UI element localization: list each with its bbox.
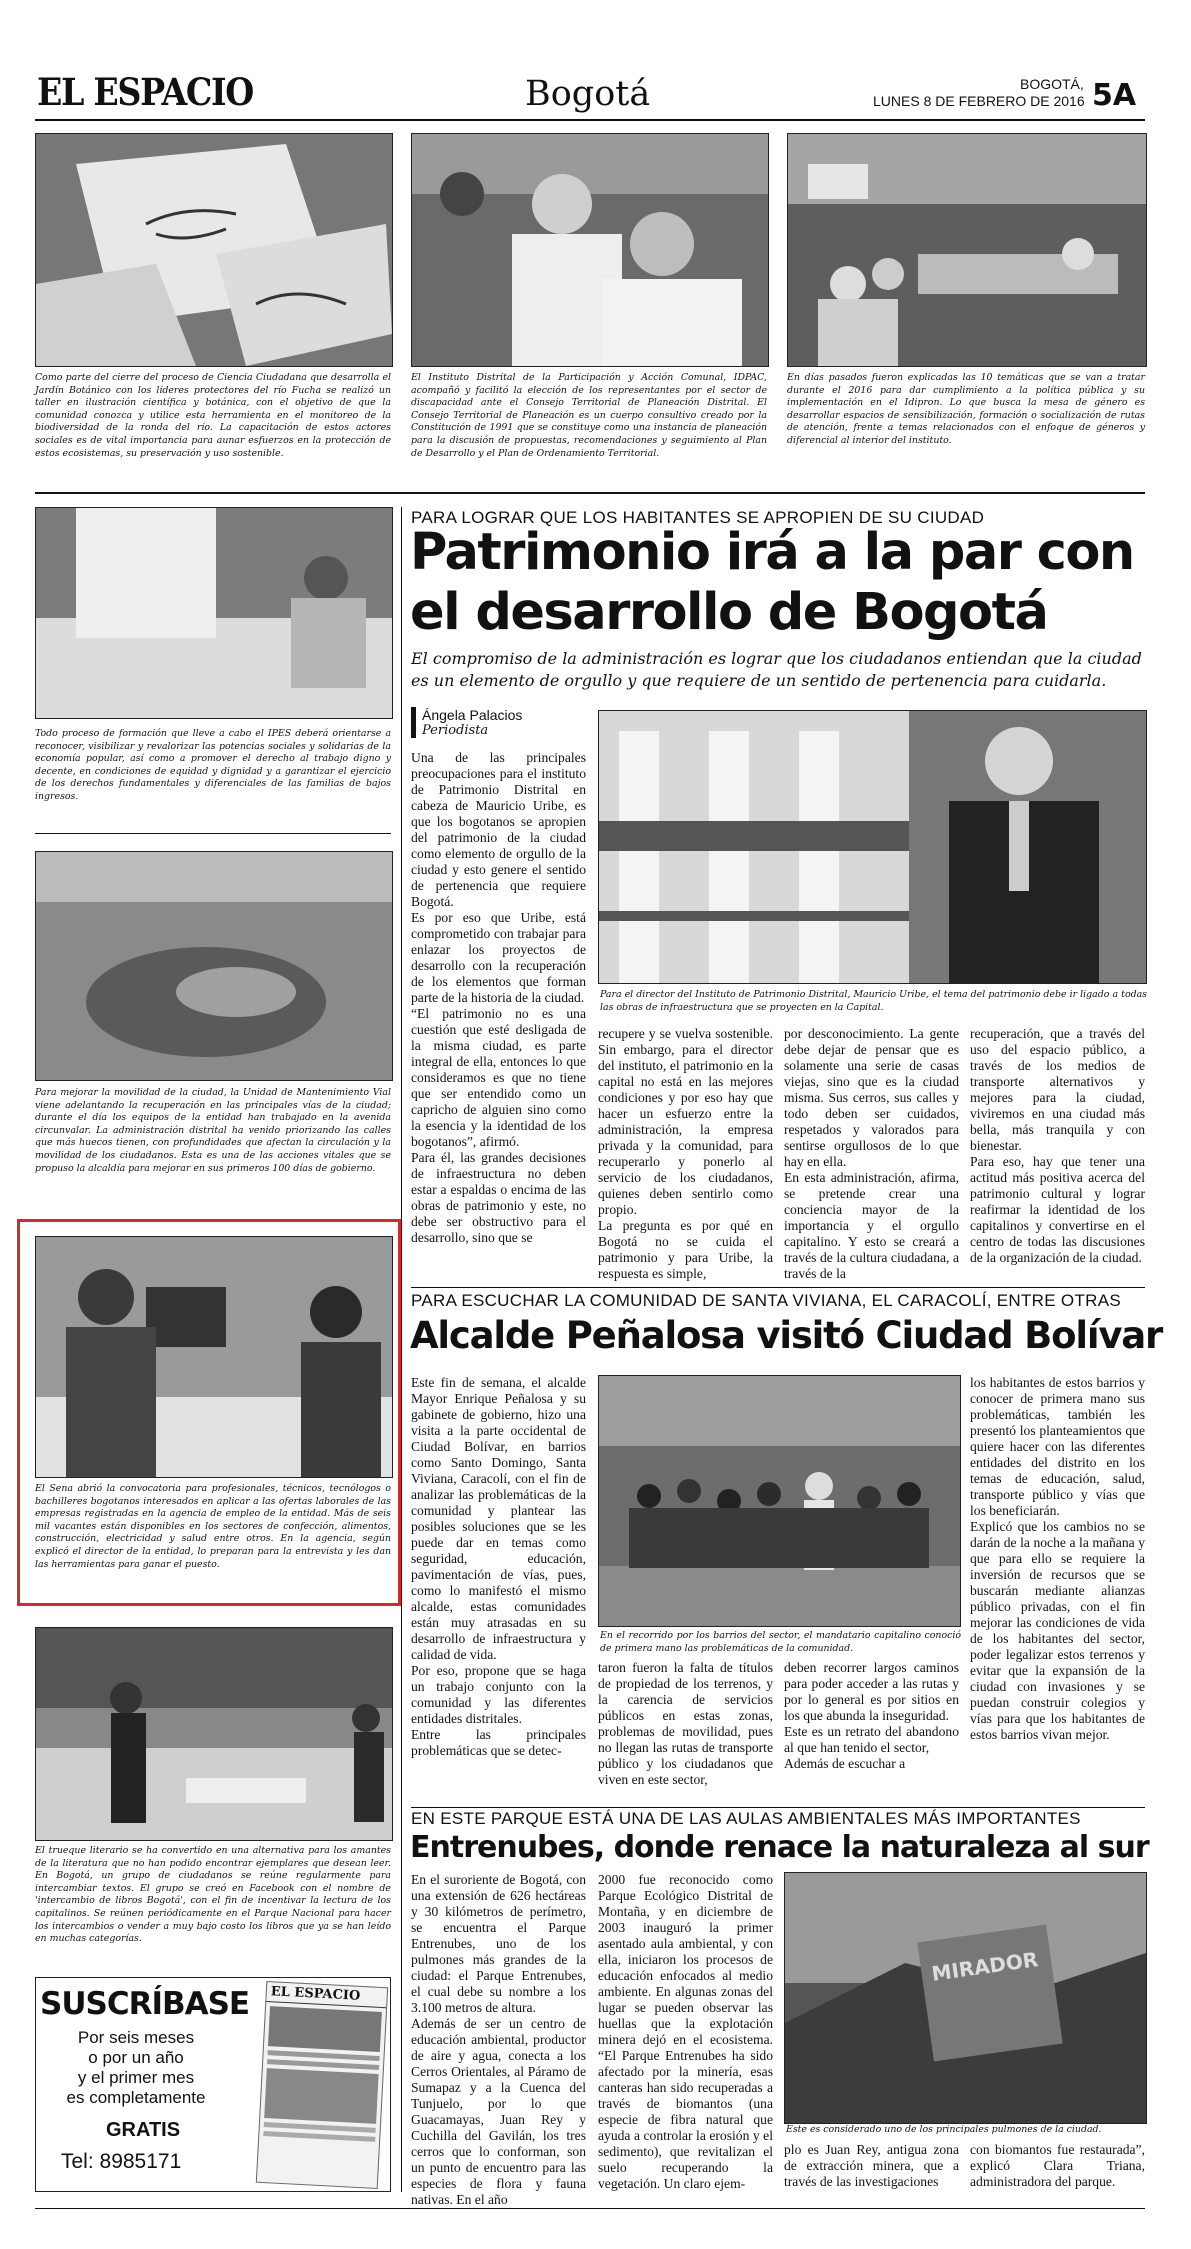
article1-col4 — [970, 1026, 1145, 1284]
caption-idipron: En días pasados fueron explicadas las 10 temáticas que se van a tratar durante el 2016 para dar cumplimiento a la política pública y su implementación en el Idipron. Lo que busca la mesa de género es desarrollar espacios de sensibilización, formación o socialización de rutas de atención, frente a temas relacionados con el enfoque de géneros y diferencial al interior del instituto. — [787, 372, 1145, 446]
paragraph: por desconocimiento. La gente debe dejar de pensar que es solamente una serie de casas viejas, sino que es la ciudad misma. Sus cerros, sus calles y todo deben ser cuidados, respetados y valorados para sentirse orgullosos de lo que hay en ella. — [784, 1026, 959, 1169]
photo-idpac-representatives — [411, 133, 769, 367]
paragraph: Además de escuchar a — [784, 1756, 906, 1771]
article1-col2 — [598, 1026, 773, 1284]
park-sign-text: MIRADOR — [930, 1947, 1040, 1986]
author-name: Ángela Palacios — [422, 707, 523, 723]
subscribe-free: GRATIS — [106, 2119, 181, 2141]
column-divider — [401, 507, 402, 2192]
paragraph: La pregunta es por qué en Bogotá no se cuida el patrimonio y para Uribe, la respuesta es simple, — [598, 1218, 773, 1281]
caption-sena: El Sena abrió la convocatoria para profesionales, técnicos, tecnólogos o bachilleres bogotanos interesados en aplicar a las ofertas laborales de las empresas registradas en la agencia de empleo de la entidad. Más de seis mil vacantes están disponibles en los sectores de confección, alimentos, construcción, electricidad y salud entre otros. En la agencia, según explicó el director de la entidad, lo preparan para la entrevista y les dan las herramientas para ganar el puesto. — [35, 1483, 391, 1570]
paragraph: En esta administración, afirma, se pretende crear una conciencia mayor de la importancia y el orgullo capitalino. Y esto se creará a través de la cultura ciudadana, a través de la — [784, 1170, 959, 1281]
newspaper-thumbnail — [256, 1981, 388, 2189]
article2-photo-caption: En el recorrido por los barrios del sector, el mandatario capitalino conoció de primera mano las problemáticas de la comunidad. — [600, 1630, 961, 1654]
subscribe-ad[interactable] — [35, 1977, 391, 2192]
byline — [411, 707, 597, 738]
article1-photo-caption: Para el director del Instituto de Patrimonio Distrital, Mauricio Uribe, el tema del patrimonio debe ir ligado a todas las obras de infraestructura que se proyecten en la Capital. — [600, 989, 1147, 1013]
caption-idpac: El Instituto Distrital de la Participación y Acción Comunal, IDPAC, acompañó y facilitó la elección de los representantes por el sector de discapacidad ante el Consejo Territorial de Planeación Distrital. El Consejo Territorial de Planeación es un cuerpo consultivo creado por la Constitución de 1991 que se constituye como una instancia de planeación para la discusión de propuestas, recomendaciones y seguimiento al Plan de Desarrollo y el Plan de Ordenamiento Territorial. — [411, 372, 767, 459]
paragraph: Explicó que los cambios no se darán de la noche a la mañana y que para ello se requiere la inversión de recursos que se buscarán mediante alianzas público privadas, con el fin mejorar las condiciones de vida de los habitantes del sector, poder legalizar estos terrenos y evitar que la expansión de la ciudad con invasiones y se puedan construir colegios y vías para que los habitantes de estos barrios vivan mejor. — [970, 1519, 1145, 1742]
caption-road-repair: Para mejorar la movilidad de la ciudad, la Unidad de Mantenimiento Vial viene adelantando la recuperación en las principales vías de la ciudad; durante el día los equipos de la entidad han trabajado en la avenida circunvalar. La administración distrital ha venido priorizando las calles que más huecos tienen, con profundidades que afectan la circulación y la movilidad de los ciudadanos. Esta es una de las acciones vitales que se propuso la alcaldía para mejorar en sus primeros 100 días de gobierno. — [35, 1087, 391, 1174]
photo-sena-employment — [35, 1236, 393, 1478]
photo-road-repair — [35, 851, 393, 1081]
paragraph: Es por eso que Uribe, está comprometido con trabajar para enlazar los proyectos de desarrollo con la recuperación de los elementos que forman parte de la historia de la ciudad. — [411, 910, 586, 1005]
paragraph: taron fueron la falta de títulos de propiedad de los terrenos, y la carencia de servicios públicos en estas zonas, problemas de movilidad, pues no llegan las rutas de transporte público y los ciudadanos que viven en este sector, — [598, 1660, 773, 1787]
subscribe-line: Por seis meses — [77, 2028, 195, 2047]
city-label: BOGOTÁ, — [1020, 76, 1084, 92]
subscribe-line: o por un año — [88, 2048, 184, 2067]
article2-col1 — [411, 1375, 586, 1805]
paragraph: Por eso, propone que se haga un trabajo conjunto con la comunidad y las diferentes entidades distritales. — [411, 1663, 586, 1726]
paragraph: recuperación, que a través del uso del espacio público, a través de los medios de transporte alternativos y mejores para la ciudad, viviremos en una ciudad más bella, más tranquila y con bienestar. — [970, 1026, 1145, 1153]
photo-ipes-training — [35, 507, 393, 719]
subscribe-line: y el primer mes — [77, 2068, 195, 2087]
page-bottom-rule — [35, 2208, 1145, 2209]
photo-book-exchange — [35, 1627, 393, 1841]
subscribe-line: es completamente — [66, 2088, 206, 2107]
photo-entrenubes-park — [784, 1872, 1147, 2124]
article2-col4 — [970, 1375, 1145, 1805]
left-divider-1 — [35, 833, 391, 834]
paragraph: Entre las principales problemáticas que se detec- — [411, 1727, 586, 1758]
caption-ipes: Todo proceso de formación que lleve a cabo el IPES deberá orientarse a reconocer, visibilizar y revalorizar las potencias sociales y solidarias de la economía popular, así como a promover el derecho al trabajo digno y decente, en condiciones de equidad y dignidad y a garantizar el ejercicio de los derechos fundamentales y diferenciales de las familias de bajos ingresos. — [35, 728, 391, 802]
paragraph: Este es un retrato del abandono al que han tenido el sector, — [784, 1724, 959, 1755]
article1-kicker: PARA LOGRAR QUE LOS HABITANTES SE APROPIEN DE SU CIUDAD — [411, 508, 985, 527]
article1-headline-line2: el desarrollo de Bogotá — [410, 583, 1048, 642]
article1-col1 — [411, 750, 586, 1283]
article1-dek: El compromiso de la administración es lograr que los ciudadanos entiendan que la ciudad es un elemento de orgullo y que requiere de un sentido de pertenencia para cuidarla. — [411, 649, 1142, 690]
paragraph: con biomantos fue restaurada”, explicó Clara Triana, administradora del parque. — [970, 2142, 1145, 2189]
article3-col4 — [970, 2142, 1145, 2194]
author-role: Periodista — [422, 723, 489, 738]
article2-end-rule — [411, 1807, 1145, 1808]
section-title: Bogotá — [525, 74, 651, 114]
article3-col1 — [411, 1872, 586, 2207]
newspaper-thumbnail-logo: EL ESPACIO — [266, 1982, 387, 2008]
paragraph: Además de ser un centro de educación ambiental, productor de aire y agua, conecta a los Cerros Orientales, al Páramo de Sumapaz y a la Cuenca del Tunjuelo, por lo que Guacamayas, Juan Rey y Cuchilla del Gavilán, los tres cerros que lo conforman, son un punto de encuentro para las especies de flora y fauna nativas. En el año — [411, 2016, 586, 2207]
date-label: LUNES 8 DE FEBRERO DE 2016 — [873, 93, 1085, 109]
masthead-rule — [35, 119, 1145, 121]
subscribe-title: SUSCRÍBASE — [40, 1986, 250, 2022]
article3-kicker: EN ESTE PARQUE ESTÁ UNA DE LAS AULAS AMBIENTALES MÁS IMPORTANTES — [411, 1809, 1081, 1828]
top-section-rule — [35, 492, 1145, 494]
photo-botanical-illustrations — [35, 133, 393, 367]
subscribe-text — [46, 2028, 226, 2108]
paragraph: “El patrimonio no es una cuestión que esté desligada de la misma ciudad, es parte integral de ella, entonces lo que consideramos es que no tiene que ser entendido como un capricho de alguien sino como la esencia y la identidad de los bogotanos”, afirmó. — [411, 1006, 586, 1149]
photo-idipron-meeting — [787, 133, 1147, 367]
caption-book-exchange: El trueque literario se ha convertido en una alternativa para los amantes de la literatura que no han podido encontrar ejemplares que desean leer. En Bogotá, un grupo de ciudadanos se reúne regularmente para intercambiar textos. El grupo se creó en Facebook con el nombre de 'intercambio de libros Bogotá', con el fin de incentivar la lectura de los capitalinos. Se reúnen periódicamente en el Parque Nacional para hacer los intercambios o vender a muy bajo costo los libros que ya se han leído en muchas categorías. — [35, 1845, 391, 1945]
article3-headline: Entrenubes, donde renace la naturaleza al sur — [410, 1830, 1149, 1865]
article1-headline-line1: Patrimonio irá a la par con — [410, 523, 1134, 582]
masthead — [35, 62, 1145, 122]
photo-ciudad-bolivar-visit — [598, 1375, 961, 1627]
page-number: 5A — [1092, 78, 1137, 113]
paragraph: Una de las principales preocupaciones para el instituto de Patrimonio Distrital en cabeza de Mauricio Uribe, es que los bogotanos se apropien del patrimonio de la ciudad como elemento de orgullo de la ciudad y esto genere el sentido de pertenencia que requiere Bogotá. — [411, 750, 586, 909]
paragraph: recupere y se vuelva sostenible. Sin embargo, para el director del instituto, el patrimonio en la capital no está en las mejores condiciones y por eso hay que hacer un esfuerzo entre la administración, la empresa privada y la comunidad, para recuperarlo y ponerlo al servicio de los ciudadanos, quienes deben sentirlo como propio. — [598, 1026, 773, 1217]
article2-col3 — [784, 1660, 959, 1805]
paragraph: plo es Juan Rey, antigua zona de extracción minera, que a través de las investigaciones — [784, 2142, 959, 2189]
article3-photo-caption: Este es considerado uno de los principales pulmones de la ciudad. — [786, 2124, 1102, 2135]
article2-headline: Alcalde Peñalosa visitó Ciudad Bolívar — [410, 1314, 1163, 1357]
article3-col2 — [598, 1872, 773, 2194]
paragraph: Para él, las grandes decisiones de infraestructura no deben estar a espaldas o encima de las obras de patrimonio y este, no debe ser obstructivo para el desarrollo, sino que se — [411, 1150, 586, 1245]
article2-kicker: PARA ESCUCHAR LA COMUNIDAD DE SANTA VIVIANA, EL CARACOLÍ, ENTRE OTRAS — [411, 1291, 1121, 1310]
newspaper-logo: EL ESPACIO — [37, 70, 253, 114]
paragraph: los habitantes de estos barrios y conocer de primera mano sus problemáticas, también les presentó los planteamientos que quiere hacer con las diferentes entidades del distrito en los temas de educación, salud, transporte público y vías que los beneficiarán. — [970, 1375, 1145, 1518]
article2-col2 — [598, 1660, 773, 1805]
paragraph: deben recorrer largos caminos para poder acceder a las rutas y por lo general es por sitios en los que abunda la inseguridad. — [784, 1660, 959, 1723]
paragraph: Para eso, hay que tener una actitud más positiva acerca del patrimonio cultural y lograr reafirmar la identidad de los capitalinos y convertirse en el centro de todas las discusiones de la organización de la ciudad. — [970, 1154, 1145, 1265]
article1-end-rule — [411, 1287, 1145, 1288]
paragraph: En el suroriente de Bogotá, con una extensión de 626 hectáreas y 30 kilómetros de perímetro, se encuentra el Parque Entrenubes, uno de los pulmones más grandes de la ciudad: el Parque Entrenubes, el cual debe su nombre a los 3.100 metros de altura. — [411, 1872, 586, 2015]
paragraph: 2000 fue reconocido como Parque Ecológico Distrital de Montaña, y en diciembre de 2003 inauguró la primer asentado aula ambiental, y con ella, iniciaron los procesos de educación enfocados al medio ambiente. En algunas zonas del lugar se pueden observar las huellas que la explotación minera dejó en el ecosistema. “El Parque Entrenubes ha sido afectado por la minería, esas canteras han sido recuperadas a través de biomantos (una especie de fibra natural que ayuda a controlar la erosión y el sedimento), que revitalizan el suelo recuperando la vegetación. Un claro ejem- — [598, 1872, 773, 2191]
article1-col3 — [784, 1026, 959, 1284]
photo-patrimonio-director — [598, 710, 1147, 984]
subscribe-phone[interactable]: Tel: 8985171 — [61, 2150, 182, 2173]
caption-botanical: Como parte del cierre del proceso de Ciencia Ciudadana que desarrolla el Jardín Botánico con los líderes protectores del río Fucha se realizó un taller en ilustración científica y botánica, con el objetivo de que la comunidad conozca y utilice esta herramienta en el monitoreo de la biodiversidad de la ronda del río. La capacitación de estos actores sociales es de vital importancia para aunar esfuerzos en la protección de estos ecosistemas, su preservación y uso sostenible. — [35, 372, 391, 459]
paragraph: Este fin de semana, el alcalde Mayor Enrique Peñalosa y su gabinete de gobierno, hizo una visita a la parte occidental de Ciudad Bolívar, en barrios como Santo Domingo, Santa Viviana, Caracolí, con el fin de analizar las problemáticas de la comunidad y plantear las posibles soluciones que se les puede dar en temas como seguridad, educación, pavimentación de vías, pues, como lo manifestó el mismo alcalde, estas comunidades están muy atrasadas en su desarrollo de infraestructura y calidad de vida. — [411, 1375, 586, 1662]
article3-col3 — [784, 2142, 959, 2194]
